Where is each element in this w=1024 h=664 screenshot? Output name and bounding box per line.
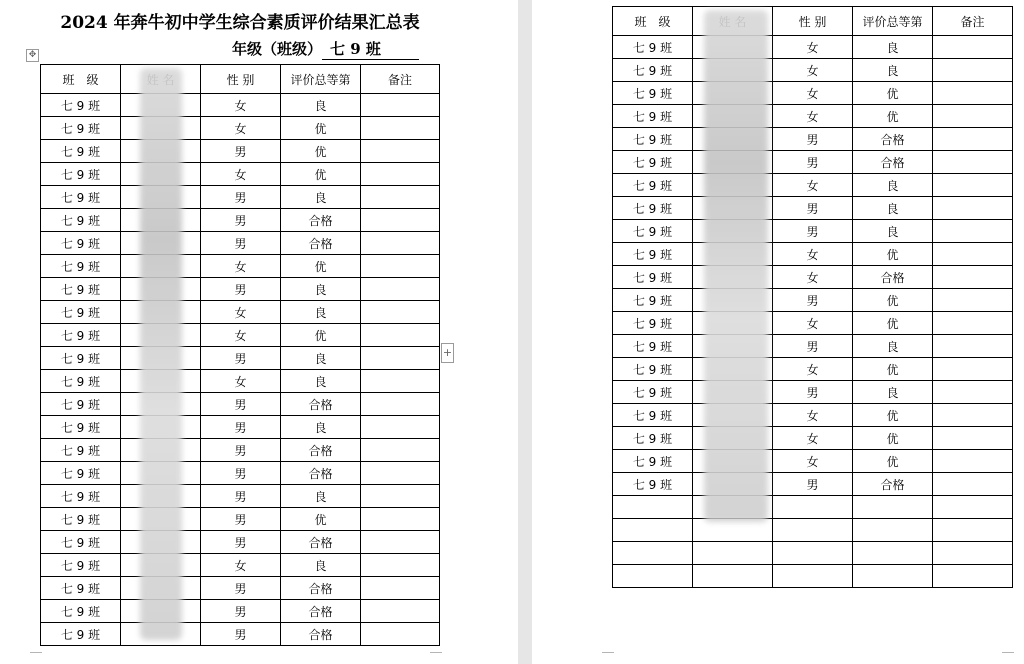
cell-class: 七 9 班	[41, 117, 121, 140]
table-row	[41, 623, 440, 646]
table-row	[41, 186, 440, 209]
cell-gender: 女	[201, 163, 281, 186]
cell-class: 七 9 班	[613, 220, 693, 243]
redacted-names-blur	[704, 10, 768, 522]
cell-evaluation: 优	[853, 105, 933, 128]
cell-note	[361, 393, 440, 416]
plus-icon[interactable]: +	[441, 343, 454, 363]
cell-class: 七 9 班	[41, 347, 121, 370]
table-row	[613, 174, 1013, 197]
table-row	[41, 393, 440, 416]
cell-note	[933, 473, 1013, 496]
cell-evaluation: 优	[281, 508, 361, 531]
cell-class: 七 9 班	[41, 439, 121, 462]
cell-gender: 男	[201, 232, 281, 255]
cell-empty	[613, 519, 693, 542]
cell-class: 七 9 班	[41, 577, 121, 600]
cell-gender: 男	[773, 128, 853, 151]
cell-note	[361, 508, 440, 531]
cell-gender: 男	[201, 347, 281, 370]
table-row	[613, 220, 1013, 243]
cell-gender: 男	[201, 278, 281, 301]
cell-evaluation: 优	[281, 117, 361, 140]
cell-note	[933, 289, 1013, 312]
table-row	[613, 335, 1013, 358]
cell-gender: 女	[201, 324, 281, 347]
page-corner-mark	[430, 652, 442, 664]
cell-class: 七 9 班	[613, 197, 693, 220]
cell-class: 七 9 班	[613, 36, 693, 59]
cell-evaluation: 优	[853, 427, 933, 450]
header-note: 备注	[361, 65, 440, 94]
header-gender: 性 别	[201, 65, 281, 94]
cell-empty	[853, 519, 933, 542]
cell-class: 七 9 班	[41, 209, 121, 232]
cell-class: 七 9 班	[613, 82, 693, 105]
cell-gender: 女	[773, 358, 853, 381]
cell-empty	[853, 565, 933, 588]
header-note: 备注	[933, 7, 1013, 36]
cell-evaluation: 优	[853, 82, 933, 105]
cell-gender: 男	[201, 209, 281, 232]
table-row	[613, 289, 1013, 312]
cell-note	[361, 462, 440, 485]
cell-gender: 男	[773, 473, 853, 496]
cell-evaluation: 合格	[281, 623, 361, 646]
cell-gender: 女	[201, 370, 281, 393]
cell-class: 七 9 班	[613, 289, 693, 312]
page-corner-mark	[30, 652, 42, 664]
cell-note	[361, 163, 440, 186]
table-row	[613, 128, 1013, 151]
cell-gender: 男	[201, 186, 281, 209]
cell-class: 七 9 班	[613, 381, 693, 404]
cell-empty	[613, 496, 693, 519]
cell-note	[933, 381, 1013, 404]
table-row-empty	[613, 519, 1013, 542]
table-row	[613, 358, 1013, 381]
cell-empty	[693, 565, 773, 588]
table-row	[613, 312, 1013, 335]
cell-class: 七 9 班	[613, 105, 693, 128]
cell-note	[361, 554, 440, 577]
cell-gender: 男	[201, 485, 281, 508]
cell-class: 七 9 班	[41, 94, 121, 117]
table-row	[613, 427, 1013, 450]
table-row	[613, 59, 1013, 82]
cell-gender: 女	[773, 243, 853, 266]
cell-gender: 女	[773, 404, 853, 427]
cell-evaluation: 良	[281, 554, 361, 577]
cell-evaluation: 良	[853, 59, 933, 82]
redacted-names-blur	[140, 68, 182, 640]
table-row	[41, 370, 440, 393]
cell-note	[361, 324, 440, 347]
cell-gender: 女	[773, 174, 853, 197]
table-row	[613, 381, 1013, 404]
cell-note	[933, 312, 1013, 335]
cell-class: 七 9 班	[613, 266, 693, 289]
cell-evaluation: 合格	[281, 439, 361, 462]
table-row	[41, 140, 440, 163]
cell-evaluation: 良	[281, 186, 361, 209]
cell-class: 七 9 班	[41, 485, 121, 508]
cell-class: 七 9 班	[41, 462, 121, 485]
cell-evaluation: 良	[281, 347, 361, 370]
cell-class: 七 9 班	[613, 358, 693, 381]
summary-table-page-2	[612, 6, 1013, 588]
cell-gender: 男	[201, 416, 281, 439]
cell-class: 七 9 班	[613, 151, 693, 174]
table-row	[41, 117, 440, 140]
table-row	[41, 439, 440, 462]
table-row	[613, 36, 1013, 59]
cell-gender: 女	[773, 36, 853, 59]
cell-class: 七 9 班	[613, 312, 693, 335]
table-row	[41, 255, 440, 278]
cell-gender: 女	[773, 266, 853, 289]
table-row	[41, 324, 440, 347]
cell-note	[933, 220, 1013, 243]
cell-empty	[693, 542, 773, 565]
grade-class-value: 七 9 班	[322, 38, 419, 60]
cell-note	[361, 278, 440, 301]
cell-evaluation: 合格	[853, 266, 933, 289]
table-row-empty	[613, 542, 1013, 565]
table-row	[41, 278, 440, 301]
cell-note	[361, 600, 440, 623]
header-gender: 性 别	[773, 7, 853, 36]
table-row	[613, 266, 1013, 289]
cell-empty	[613, 542, 693, 565]
cell-gender: 男	[773, 151, 853, 174]
cell-note	[933, 174, 1013, 197]
cell-class: 七 9 班	[41, 255, 121, 278]
cell-gender: 男	[201, 577, 281, 600]
cell-note	[361, 186, 440, 209]
cell-gender: 女	[773, 312, 853, 335]
cell-class: 七 9 班	[613, 473, 693, 496]
cell-class: 七 9 班	[41, 416, 121, 439]
cell-gender: 男	[201, 140, 281, 163]
header-evaluation: 评价总等第	[281, 65, 361, 94]
table-row	[41, 531, 440, 554]
cell-note	[933, 427, 1013, 450]
cell-note	[933, 151, 1013, 174]
cell-class: 七 9 班	[41, 393, 121, 416]
cell-gender: 男	[201, 393, 281, 416]
cell-gender: 男	[773, 220, 853, 243]
cell-gender: 女	[201, 94, 281, 117]
cell-class: 七 9 班	[41, 278, 121, 301]
cell-class: 七 9 班	[613, 450, 693, 473]
cell-note	[361, 209, 440, 232]
table-row	[41, 347, 440, 370]
cell-note	[361, 347, 440, 370]
table-row	[41, 600, 440, 623]
cell-class: 七 9 班	[613, 59, 693, 82]
cell-gender: 女	[201, 255, 281, 278]
cell-empty	[933, 542, 1013, 565]
cell-note	[361, 531, 440, 554]
cell-note	[361, 255, 440, 278]
table-row	[41, 232, 440, 255]
cell-note	[361, 117, 440, 140]
cell-class: 七 9 班	[41, 623, 121, 646]
cell-evaluation: 合格	[281, 531, 361, 554]
cell-gender: 男	[773, 197, 853, 220]
cell-class: 七 9 班	[41, 163, 121, 186]
cell-gender: 女	[773, 105, 853, 128]
cell-evaluation: 优	[281, 255, 361, 278]
cell-note	[361, 370, 440, 393]
cell-evaluation: 良	[853, 36, 933, 59]
table-row	[613, 473, 1013, 496]
cell-class: 七 9 班	[41, 186, 121, 209]
cell-note	[933, 450, 1013, 473]
cell-note	[361, 577, 440, 600]
table-row	[41, 554, 440, 577]
cell-class: 七 9 班	[41, 140, 121, 163]
table-row	[41, 577, 440, 600]
cell-gender: 女	[773, 82, 853, 105]
grade-class-line	[232, 38, 419, 60]
table-row	[613, 450, 1013, 473]
cell-evaluation: 优	[853, 358, 933, 381]
table-row	[41, 301, 440, 324]
cell-class: 七 9 班	[41, 324, 121, 347]
cell-gender: 男	[201, 623, 281, 646]
table-row	[41, 416, 440, 439]
cell-note	[933, 36, 1013, 59]
cell-note	[361, 140, 440, 163]
cell-note	[933, 59, 1013, 82]
table-row	[41, 209, 440, 232]
cell-note	[933, 105, 1013, 128]
cell-gender: 女	[773, 450, 853, 473]
cell-class: 七 9 班	[613, 128, 693, 151]
cell-class: 七 9 班	[41, 531, 121, 554]
cell-note	[933, 128, 1013, 151]
cell-note	[933, 243, 1013, 266]
cell-empty	[933, 496, 1013, 519]
cell-class: 七 9 班	[613, 427, 693, 450]
cell-note	[361, 94, 440, 117]
cell-evaluation: 优	[853, 243, 933, 266]
page-corner-mark	[602, 652, 614, 664]
cell-class: 七 9 班	[613, 404, 693, 427]
cell-note	[933, 358, 1013, 381]
move-anchor-icon[interactable]: ✥	[26, 49, 39, 62]
header-class: 班 级	[41, 65, 121, 94]
cell-evaluation: 良	[281, 94, 361, 117]
cell-gender: 女	[773, 59, 853, 82]
cell-evaluation: 优	[281, 324, 361, 347]
table-row-empty	[613, 496, 1013, 519]
cell-evaluation: 合格	[281, 393, 361, 416]
cell-class: 七 9 班	[613, 243, 693, 266]
cell-class: 七 9 班	[41, 301, 121, 324]
cell-evaluation: 合格	[853, 473, 933, 496]
table-row	[613, 151, 1013, 174]
cell-class: 七 9 班	[41, 600, 121, 623]
cell-evaluation: 合格	[281, 600, 361, 623]
cell-class: 七 9 班	[613, 335, 693, 358]
cell-note	[361, 301, 440, 324]
cell-note	[933, 335, 1013, 358]
cell-empty	[613, 565, 693, 588]
cell-empty	[773, 519, 853, 542]
cell-evaluation: 合格	[281, 577, 361, 600]
cell-empty	[773, 542, 853, 565]
cell-evaluation: 良	[281, 370, 361, 393]
table-row-empty	[613, 565, 1013, 588]
cell-evaluation: 良	[281, 278, 361, 301]
cell-gender: 男	[773, 381, 853, 404]
cell-evaluation: 优	[853, 404, 933, 427]
cell-empty	[933, 565, 1013, 588]
cell-gender: 男	[201, 508, 281, 531]
cell-evaluation: 良	[853, 220, 933, 243]
cell-evaluation: 良	[853, 381, 933, 404]
cell-gender: 男	[201, 439, 281, 462]
cell-empty	[773, 496, 853, 519]
cell-gender: 女	[201, 301, 281, 324]
cell-gender: 男	[201, 531, 281, 554]
cell-evaluation: 合格	[853, 128, 933, 151]
cell-evaluation: 良	[281, 416, 361, 439]
table-row	[41, 163, 440, 186]
cell-evaluation: 合格	[281, 462, 361, 485]
cell-gender: 男	[773, 335, 853, 358]
cell-note	[361, 232, 440, 255]
table-row	[613, 197, 1013, 220]
cell-gender: 女	[201, 554, 281, 577]
cell-class: 七 9 班	[41, 508, 121, 531]
cell-gender: 女	[201, 117, 281, 140]
table-row	[613, 404, 1013, 427]
cell-note	[361, 416, 440, 439]
cell-note	[933, 197, 1013, 220]
cell-evaluation: 优	[281, 163, 361, 186]
table-header-row	[41, 65, 440, 94]
cell-class: 七 9 班	[41, 232, 121, 255]
cell-class: 七 9 班	[41, 554, 121, 577]
cell-evaluation: 优	[281, 140, 361, 163]
cell-evaluation: 优	[853, 312, 933, 335]
cell-evaluation: 良	[853, 197, 933, 220]
cell-evaluation: 良	[853, 174, 933, 197]
cell-note	[933, 82, 1013, 105]
table-row	[41, 485, 440, 508]
table-row	[41, 462, 440, 485]
cell-empty	[853, 542, 933, 565]
header-evaluation: 评价总等第	[853, 7, 933, 36]
cell-note	[361, 439, 440, 462]
cell-evaluation: 优	[853, 450, 933, 473]
cell-evaluation: 良	[853, 335, 933, 358]
cell-gender: 男	[201, 462, 281, 485]
table-header-row	[613, 7, 1013, 36]
cell-empty	[933, 519, 1013, 542]
cell-note	[933, 266, 1013, 289]
document-page-2	[532, 0, 1024, 664]
cell-note	[361, 485, 440, 508]
cell-evaluation: 合格	[281, 209, 361, 232]
cell-gender: 男	[773, 289, 853, 312]
grade-class-label: 年级（班级）	[232, 40, 323, 58]
header-class: 班 级	[613, 7, 693, 36]
page-corner-mark	[1002, 652, 1014, 664]
cell-evaluation: 良	[281, 485, 361, 508]
summary-table-page-1	[40, 64, 440, 646]
table-row	[613, 243, 1013, 266]
cell-gender: 女	[773, 427, 853, 450]
cell-class: 七 9 班	[613, 174, 693, 197]
cell-note	[933, 404, 1013, 427]
cell-empty	[853, 496, 933, 519]
cell-evaluation: 合格	[281, 232, 361, 255]
cell-empty	[773, 565, 853, 588]
table-row	[41, 94, 440, 117]
table-row	[613, 82, 1013, 105]
cell-evaluation: 合格	[853, 151, 933, 174]
document-title: 2024 年奔牛初中学生综合素质评价结果汇总表	[60, 13, 420, 33]
cell-evaluation: 优	[853, 289, 933, 312]
cell-note	[361, 623, 440, 646]
cell-gender: 男	[201, 600, 281, 623]
table-row	[613, 105, 1013, 128]
cell-evaluation: 良	[281, 301, 361, 324]
table-row	[41, 508, 440, 531]
cell-class: 七 9 班	[41, 370, 121, 393]
